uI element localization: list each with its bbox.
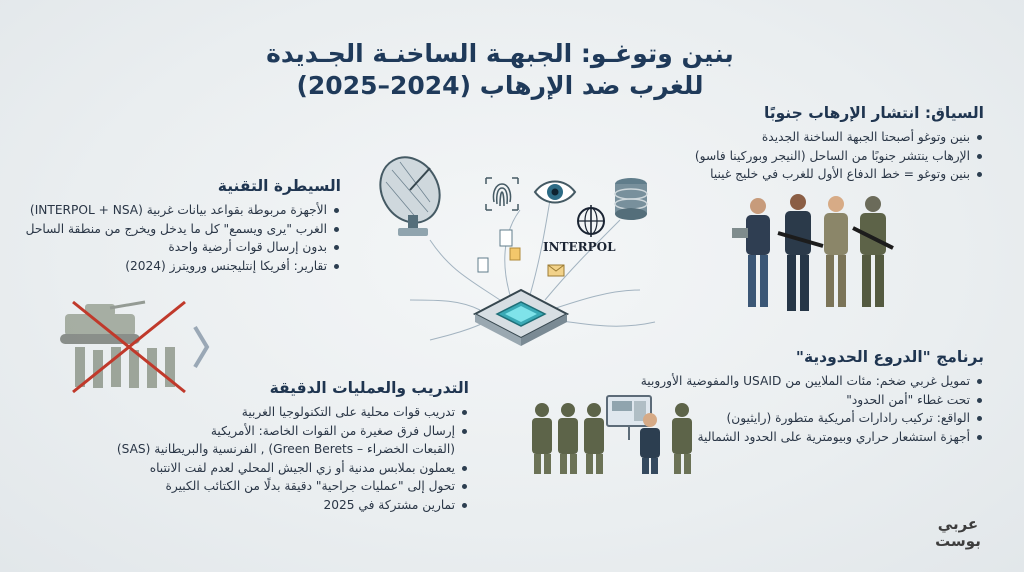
list-item: الأجهزة مربوطة بقواعد بيانات غربية (INTERPOL + NSA) xyxy=(11,201,327,220)
soldiers-group-illustration xyxy=(728,188,898,323)
list-item: إرسال فرق صغيرة من القوات الخاصة: الأمريكية (القبعات الخضراء – Green Berets) , الفرنسية والبريطانية (SAS) xyxy=(109,422,455,459)
soldier-figure xyxy=(853,196,893,307)
title-line1: بنين وتوغـو: الجبهـة الساخنـة الجـديدة xyxy=(266,39,734,68)
training-list xyxy=(109,403,469,514)
list-item: الواقع: تركيب رادارات أمريكية متطورة (رايثيون) xyxy=(604,409,970,428)
soldier-figure xyxy=(778,194,823,311)
soldier-figure xyxy=(824,196,848,307)
training-heading: التدريب والعمليات الدقيقة xyxy=(269,379,469,397)
page-title xyxy=(240,38,760,102)
context-list xyxy=(654,128,984,184)
list-item: بدون إرسال قوات أرضية واحدة xyxy=(11,238,327,257)
database-icon xyxy=(615,178,647,220)
eye-icon xyxy=(535,182,575,203)
list-item: تدريب قوات محلية على التكنولوجيا الغربية xyxy=(109,403,455,422)
list-item: يعملون بملابس مدنية أو زي الجيش المحلي لعدم لفت الانتباه xyxy=(109,459,455,478)
title-line2: للغرب ضد الإرهاب (2024–2025) xyxy=(296,71,704,100)
document-icon xyxy=(478,230,520,272)
fingerprint-icon xyxy=(486,178,518,210)
list-item: تقارير: أفريكا إنتليجنس ورويترز (2024) xyxy=(11,257,327,276)
list-item: بنين وتوغو = خط الدفاع الأول للغرب في خليج غينيا xyxy=(654,165,970,184)
interpol-globe-icon xyxy=(578,205,604,237)
arabipost-logo: عربي بوست xyxy=(935,515,981,550)
context-heading: السياق: انتشار الإرهاب جنوبًا xyxy=(763,104,984,122)
list-item: الإرهاب ينتشر جنوبًا من الساحل (النيجر وبوركينا فاسو) xyxy=(654,147,970,166)
context-section xyxy=(654,104,984,184)
list-item: أجهزة استشعار حراري وبيومترية على الحدود الشمالية xyxy=(604,428,970,447)
border-heading: برنامج "الدروع الحدودية" xyxy=(795,348,984,366)
list-item: بنين وتوغو أصبحتا الجبهة الساخنة الجديدة xyxy=(654,128,970,147)
list-item: تحت غطاء "أمن الحدود" xyxy=(604,391,970,410)
tech-list xyxy=(11,201,341,275)
chip-icon xyxy=(475,290,567,346)
radar-dish-icon xyxy=(370,150,451,236)
envelope-icon xyxy=(548,265,564,276)
soldier-figure xyxy=(732,198,770,307)
list-item: تحول إلى "عمليات جراحية" دقيقة بدلًا من الكتائب الكبيرة xyxy=(109,477,455,496)
interpol-label: INTERPOL xyxy=(543,240,616,254)
tech-heading: السيطرة التقنية xyxy=(217,177,341,195)
surveillance-network-illustration xyxy=(370,150,670,350)
crossed-out-troops-illustration xyxy=(55,292,215,402)
training-briefing-illustration xyxy=(522,392,702,476)
list-item: تمارين مشتركة في 2025 xyxy=(109,496,455,515)
list-item: تمويل غربي ضخم: مئات الملايين من USAID والمفوضية الأوروبية xyxy=(604,372,970,391)
tech-section xyxy=(11,177,341,275)
list-item: الغرب "يرى ويسمع" كل ما يدخل ويخرج من منطقة الساحل xyxy=(11,220,327,239)
